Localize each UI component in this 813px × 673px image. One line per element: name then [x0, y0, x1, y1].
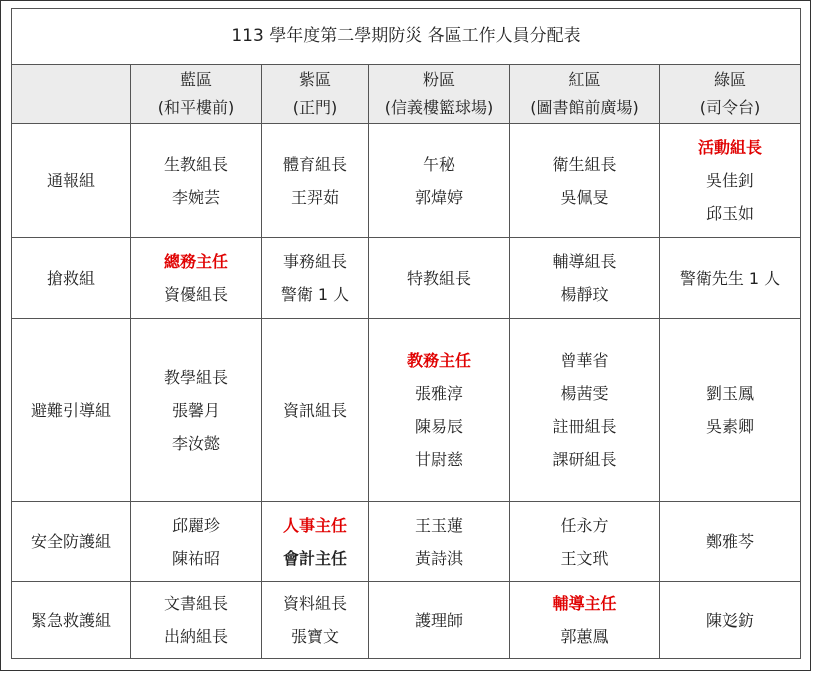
assignment-cell: [131, 319, 262, 502]
table-row: [12, 319, 801, 502]
staff-entry: 資料組長: [282, 594, 347, 613]
zone-header-2: [262, 65, 369, 124]
assignment-cell: [510, 502, 660, 582]
zone-header-row: [12, 65, 801, 124]
corner-cell: [12, 65, 131, 124]
table-row: [12, 502, 801, 582]
staff-entry: 黃詩淇: [414, 548, 463, 568]
staff-entry: 任永方: [560, 515, 609, 535]
staff-entry: 文書組長: [163, 594, 228, 613]
group-name: 緊急救護組: [12, 582, 131, 659]
assignment-cell: [369, 502, 510, 582]
staff-entry: 甘尉慈: [414, 450, 463, 469]
staff-entry: 體育組長: [282, 154, 347, 174]
staff-entry: 課研組長: [552, 450, 617, 469]
assignment-cell: [660, 582, 801, 659]
zone-place: (司令台): [699, 98, 761, 117]
assignment-cell: [131, 582, 262, 659]
zone-name: 紫區: [298, 70, 331, 89]
staff-entry: 劉玉鳳: [705, 384, 754, 403]
staff-entry: 人事主任: [282, 515, 347, 535]
assignment-cell: [510, 124, 660, 238]
staff-entry: 會計主任: [282, 548, 347, 568]
staff-entry: 事務組長: [282, 252, 347, 271]
staff-entry: 張雅淳: [414, 384, 463, 403]
table-row: [12, 124, 801, 238]
staff-entry: 資訊組長: [282, 400, 347, 420]
staff-entry: 吳佩旻: [560, 187, 609, 207]
assignment-cell: [369, 319, 510, 502]
staff-entry: 李汝懿: [171, 433, 220, 453]
zone-name: 藍區: [179, 70, 212, 89]
staff-entry: 出納組長: [163, 627, 228, 646]
staff-entry: 生教組長: [163, 154, 228, 174]
staff-entry: 邱玉如: [705, 204, 754, 223]
staff-allocation-table: [11, 8, 801, 659]
staff-entry: 陳易辰: [414, 417, 463, 436]
staff-entry: 教學組長: [163, 367, 228, 387]
zone-name: 紅區: [568, 70, 601, 89]
staff-entry: 王文玳: [560, 548, 609, 568]
staff-entry: 資優組長: [163, 285, 228, 304]
assignment-cell: [131, 502, 262, 582]
staff-entry: 輔導主任: [552, 594, 617, 613]
staff-entry: 郭煒婷: [414, 187, 463, 207]
table-title: 113 學年度第二學期防災 各區工作人員分配表: [12, 9, 801, 65]
zone-header-3: [369, 65, 510, 124]
staff-entry: 註冊組長: [552, 417, 617, 436]
staff-entry: 張馨月: [171, 400, 220, 420]
staff-entry: 特教組長: [406, 268, 471, 288]
zone-header-5: [660, 65, 801, 124]
staff-entry: 楊茜雯: [560, 384, 609, 403]
assignment-cell: [262, 319, 369, 502]
group-name: 通報組: [12, 124, 131, 238]
staff-entry: 教務主任: [406, 351, 471, 370]
staff-entry: 午秘: [422, 154, 455, 174]
zone-place: (和平樓前): [157, 98, 235, 117]
staff-entry: 鄭雅芩: [705, 532, 754, 551]
staff-entry: 邱麗珍: [171, 515, 220, 535]
assignment-cell: [262, 502, 369, 582]
staff-entry: 警衛 1 人: [280, 285, 350, 304]
assignment-cell: [510, 238, 660, 319]
staff-entry: 楊靜玟: [560, 285, 609, 304]
group-name: 搶救組: [12, 238, 131, 319]
staff-entry: 吳素卿: [705, 417, 754, 436]
group-name: 避難引導組: [12, 319, 131, 502]
zone-name: 綠區: [713, 70, 746, 89]
staff-entry: 護理師: [414, 610, 463, 630]
table-row: [12, 582, 801, 659]
assignment-cell: [369, 238, 510, 319]
staff-entry: 王玉蓮: [414, 515, 463, 535]
assignment-cell: [510, 319, 660, 502]
group-name: 安全防護組: [12, 502, 131, 582]
zone-header-1: [131, 65, 262, 124]
assignment-cell: [131, 124, 262, 238]
staff-entry: 警衛先生 1 人: [679, 268, 781, 288]
zone-name: 粉區: [422, 70, 455, 89]
assignment-cell: [510, 582, 660, 659]
assignment-cell: [369, 582, 510, 659]
assignment-cell: [660, 319, 801, 502]
staff-entry: 王羿茹: [290, 187, 339, 207]
staff-entry: 衛生組長: [552, 154, 617, 174]
assignment-cell: [262, 582, 369, 659]
assignment-cell: [131, 238, 262, 319]
staff-entry: 吳佳釗: [705, 171, 754, 190]
staff-entry: 李婉芸: [171, 187, 220, 207]
staff-entry: 曾華省: [560, 351, 609, 370]
assignment-cell: [660, 238, 801, 319]
zone-place: (正門): [292, 98, 338, 117]
staff-entry: 張寶文: [290, 627, 339, 646]
staff-entry: 活動組長: [697, 138, 762, 157]
staff-entry: 郭蕙鳳: [560, 627, 609, 646]
assignment-cell: [262, 238, 369, 319]
staff-entry: 總務主任: [163, 252, 228, 271]
zone-place: (信義樓籃球場): [384, 98, 494, 117]
zone-place: (圖書館前廣場): [530, 98, 639, 117]
assignment-cell: [369, 124, 510, 238]
assignment-cell: [660, 124, 801, 238]
staff-entry: 陳彣鈁: [705, 610, 754, 630]
assignment-cell: [660, 502, 801, 582]
staff-entry: 陳祐昭: [171, 548, 220, 568]
zone-header-4: [510, 65, 660, 124]
assignment-cell: [262, 124, 369, 238]
table-row: [12, 238, 801, 319]
staff-entry: 輔導組長: [552, 252, 617, 271]
